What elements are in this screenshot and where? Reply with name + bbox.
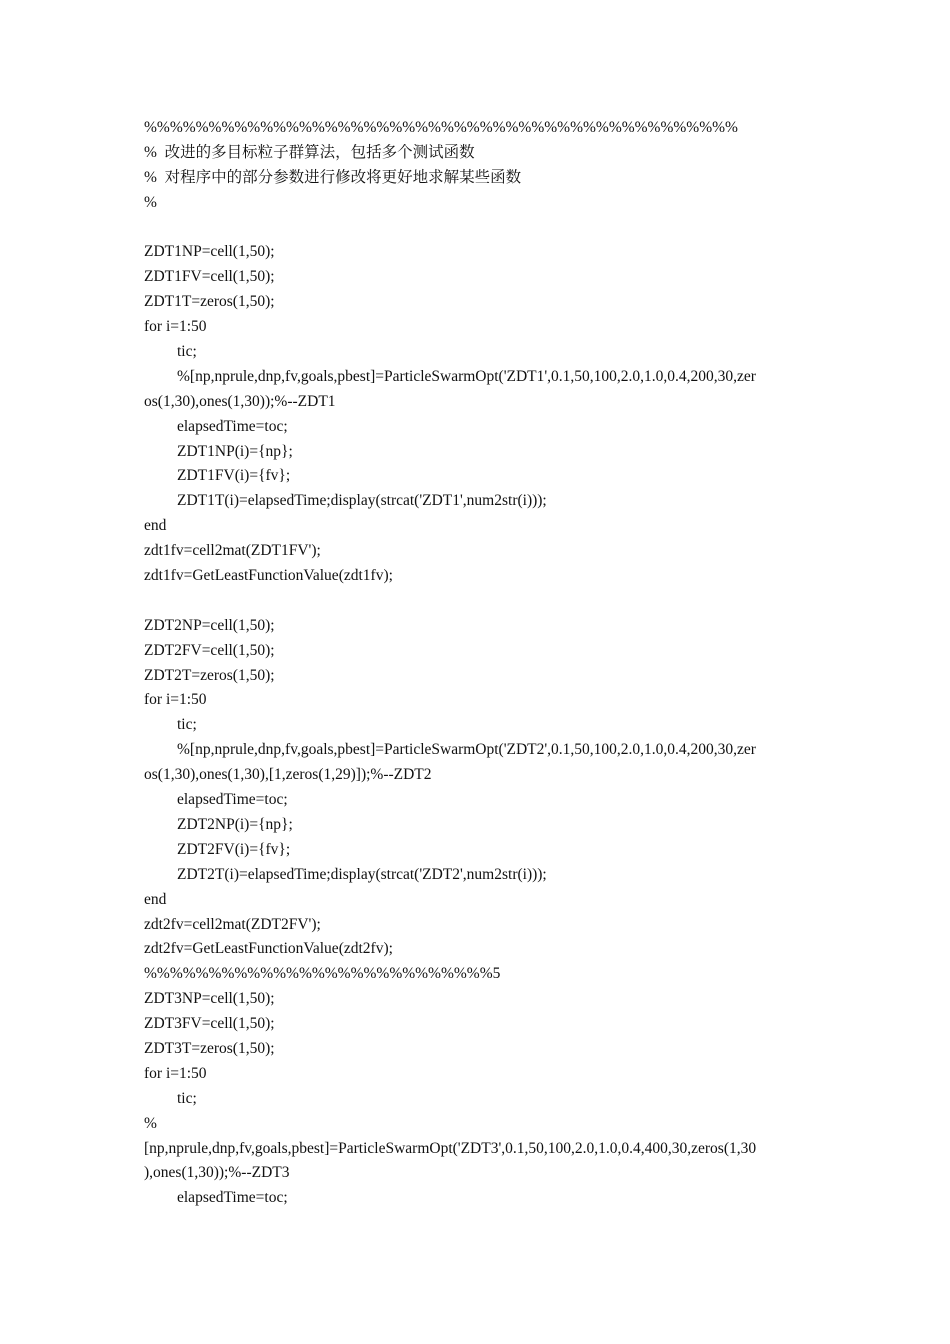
blank-line — [144, 216, 814, 241]
code-line: ZDT2NP=cell(1,50); — [144, 616, 275, 634]
code-line: for i=1:50 — [144, 691, 207, 709]
code-listing — [144, 116, 814, 1211]
code-line: os(1,30),ones(1,30),[1,zeros(1,29)]);%--ZDT2 — [144, 766, 432, 784]
code-line: ZDT3T=zeros(1,50); — [144, 1039, 275, 1057]
code-line: tic; — [177, 1089, 197, 1107]
code-line: ),ones(1,30));%--ZDT3 — [144, 1164, 290, 1182]
code-line: zdt1fv=GetLeastFunctionValue(zdt1fv); — [144, 567, 393, 585]
code-line: % — [144, 1114, 157, 1132]
code-line: ZDT1NP=cell(1,50); — [144, 243, 275, 261]
code-line: elapsedTime=toc; — [177, 1189, 288, 1207]
code-line: elapsedTime=toc; — [177, 417, 288, 435]
code-line: ZDT1FV(i)={fv}; — [177, 467, 291, 485]
code-line: ZDT2NP(i)={np}; — [177, 815, 293, 833]
code-line: ZDT1NP(i)={np}; — [177, 442, 293, 460]
code-line: elapsedTime=toc; — [177, 791, 288, 809]
code-line: zdt1fv=cell2mat(ZDT1FV'); — [144, 542, 321, 560]
code-line: tic; — [177, 716, 197, 734]
code-line: % 改进的多目标粒子群算法，包括多个测试函数 — [144, 143, 475, 161]
code-line: zdt2fv=GetLeastFunctionValue(zdt2fv); — [144, 940, 393, 958]
code-line: ZDT3FV=cell(1,50); — [144, 1015, 275, 1033]
code-line: tic; — [177, 343, 197, 361]
code-line: %%%%%%%%%%%%%%%%%%%%%%%%%%%%%%%%%%%%%%%%%%%%%% — [144, 119, 738, 136]
code-line: end — [144, 890, 167, 908]
code-line: % — [144, 193, 157, 211]
code-line: end — [144, 517, 167, 535]
code-line: ZDT1T=zeros(1,50); — [144, 293, 275, 311]
code-line: %[np,nprule,dnp,fv,goals,pbest]=ParticleSwarmOpt('ZDT1',0.1,50,100,2.0,1.0,0.4,200,30,zer — [177, 367, 756, 385]
code-line: os(1,30),ones(1,30));%--ZDT1 — [144, 392, 336, 410]
code-line: ZDT2T=zeros(1,50); — [144, 666, 275, 684]
code-line: % 对程序中的部分参数进行修改将更好地求解某些函数 — [144, 168, 522, 186]
code-line: ZDT3NP=cell(1,50); — [144, 990, 275, 1008]
code-line: ZDT1T(i)=elapsedTime;display(strcat('ZDT1',num2str(i))); — [177, 492, 547, 510]
code-line: for i=1:50 — [144, 318, 207, 336]
code-line: ZDT2T(i)=elapsedTime;display(strcat('ZDT2',num2str(i))); — [177, 865, 547, 883]
code-line: for i=1:50 — [144, 1064, 207, 1082]
code-line: %%%%%%%%%%%%%%%%%%%%%%%%%%%5 — [144, 965, 501, 983]
code-line: [np,nprule,dnp,fv,goals,pbest]=ParticleSwarmOpt('ZDT3',0.1,50,100,2.0,1.0,0.4,400,30,zeros(1,30 — [144, 1139, 757, 1157]
code-line: zdt2fv=cell2mat(ZDT2FV'); — [144, 915, 321, 933]
code-line: ZDT1FV=cell(1,50); — [144, 268, 275, 286]
code-line: ZDT2FV=cell(1,50); — [144, 641, 275, 659]
code-line: ZDT2FV(i)={fv}; — [177, 840, 291, 858]
blank-line — [144, 589, 814, 614]
code-line: %[np,nprule,dnp,fv,goals,pbest]=ParticleSwarmOpt('ZDT2',0.1,50,100,2.0,1.0,0.4,200,30,zer — [177, 741, 756, 759]
